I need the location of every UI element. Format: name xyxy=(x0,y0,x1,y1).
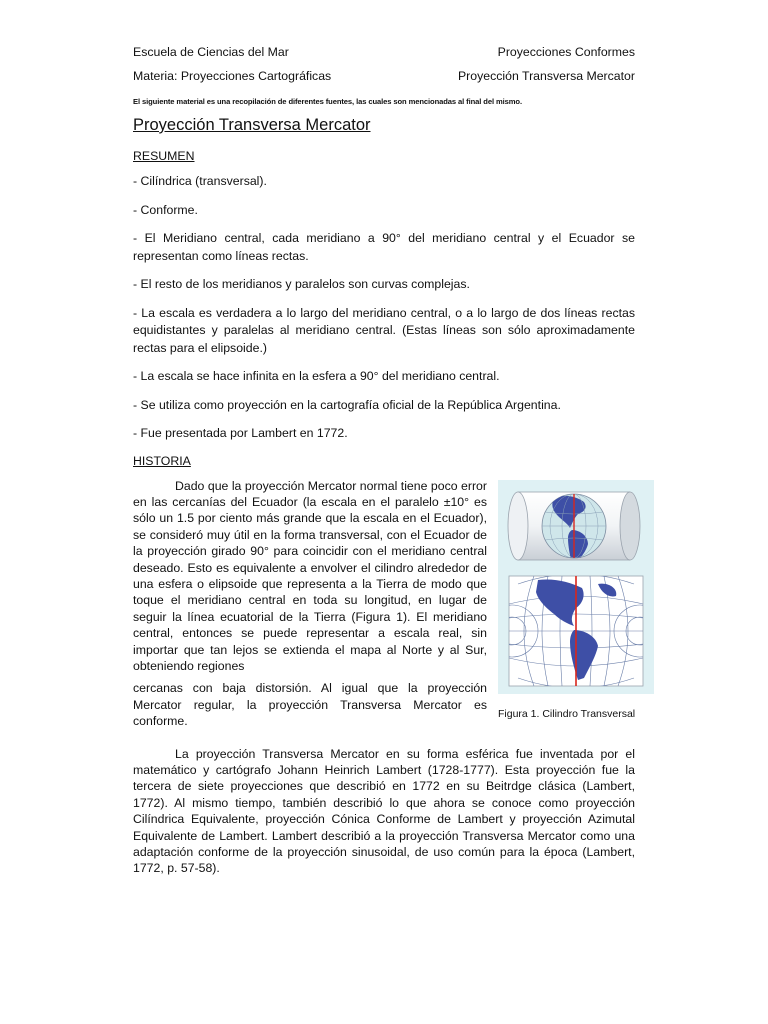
resumen-item-2: - Conforme. xyxy=(133,202,198,217)
figure-1 xyxy=(498,480,654,720)
header-projection: Proyección Transversa Mercator xyxy=(457,69,635,83)
figure-caption: Figura 1. Cilindro Transversal xyxy=(498,707,636,720)
historia-paragraph-2: La proyección Transversa Mercator en su forma esférica fue inventada por el matemático y cartógrafo Johann Heinrich Lambert (1728-1777). Esta proyección fue la tercera de siete proyecciones que describió en 1772 en su Beitrdge clásica (Lambert, 1772). Al mismo tiempo, también describió lo que ahora se conoce como proyección Cilíndrica Equivalente, proyección Cónica Conforme de Lambert y proyección Azimutal Equivalente de Lambert. Lambert describió a la proyección Transversa Mercator como una adaptación conforme de la proyección sinusoidal, de uso común para la época (Lambert, 1772, p. 57-58). xyxy=(133,746,635,876)
header-row-2 xyxy=(133,64,635,88)
source-note: El siguiente material es una recopilación de diferentes fuentes, las cuales son mencionadas al final del mismo. xyxy=(133,97,522,106)
resumen-item-4: - El resto de los meridianos y paralelos son curvas complejas. xyxy=(133,277,470,291)
header-row-1 xyxy=(133,40,635,64)
resumen-item-8: - Fue presentada por Lambert en 1772. xyxy=(133,426,348,440)
transverse-cylinder-illustration xyxy=(498,480,654,694)
resumen-item-7: - Se utiliza como proyección en la cartografía oficial de la República Argentina. xyxy=(133,397,561,412)
resumen-item-3: - El Meridiano central, cada meridiano a 90° del meridiano central y el Ecuador se representan como líneas rectas. xyxy=(133,231,635,263)
historia-heading: HISTORIA xyxy=(133,453,191,468)
cylinder-globe-map-image xyxy=(498,480,654,694)
header-subject: Materia: Proyecciones Cartográficas xyxy=(133,69,332,83)
resumen-heading: RESUMEN xyxy=(133,149,195,163)
header-topic: Proyecciones Conformes xyxy=(497,45,635,59)
transverse-map xyxy=(498,574,654,688)
resumen-item-1: - Cilíndrica (transversal). xyxy=(133,174,267,188)
header-school: Escuela de Ciencias del Mar xyxy=(133,45,289,59)
historia-paragraph-1-tail: cercanas con baja distorsión. Al igual que la proyección Mercator regular, la proyección Transversa Mercator es conforme. xyxy=(133,681,487,729)
page-title: Proyección Transversa Mercator xyxy=(133,116,371,134)
historia-paragraph-1: Dado que la proyección Mercator normal tiene poco error en las cercanías del Ecuador (la escala en el paralelo ±10° es sólo un 1.5 por ciento más grande que la escala en el Ecuador), se consideró muy útil en la forma transversal, con el Ecuador de la proyección girado 90° para coincidir con el meridiano central deseado. Esto es equivalente a envolver el cilindro alrededor de una esfera o elipsoide que representa a la Tierra de modo que toque el meridiano central en toda su longitud, en lugar de seguir la línea ecuatorial de la Tierra (Figura 1). El meridiano central, entonces se puede representar a escala real, sin importar que tan lejos se extienda el mapa al Norte y al Sur, obteniendo regiones xyxy=(133,478,487,673)
resumen-item-6: - La escala se hace infinita en la esfera a 90° del meridiano central. xyxy=(133,369,500,383)
historia-section xyxy=(133,478,635,730)
document-page xyxy=(133,40,635,877)
resumen-item-5: - La escala es verdadera a lo largo del meridiano central, o a lo largo de dos líneas rectas equidistantes y paralelas al meridiano central. (Estas líneas son sólo aproximadamente rectas para el elipsoide.) xyxy=(133,305,635,355)
